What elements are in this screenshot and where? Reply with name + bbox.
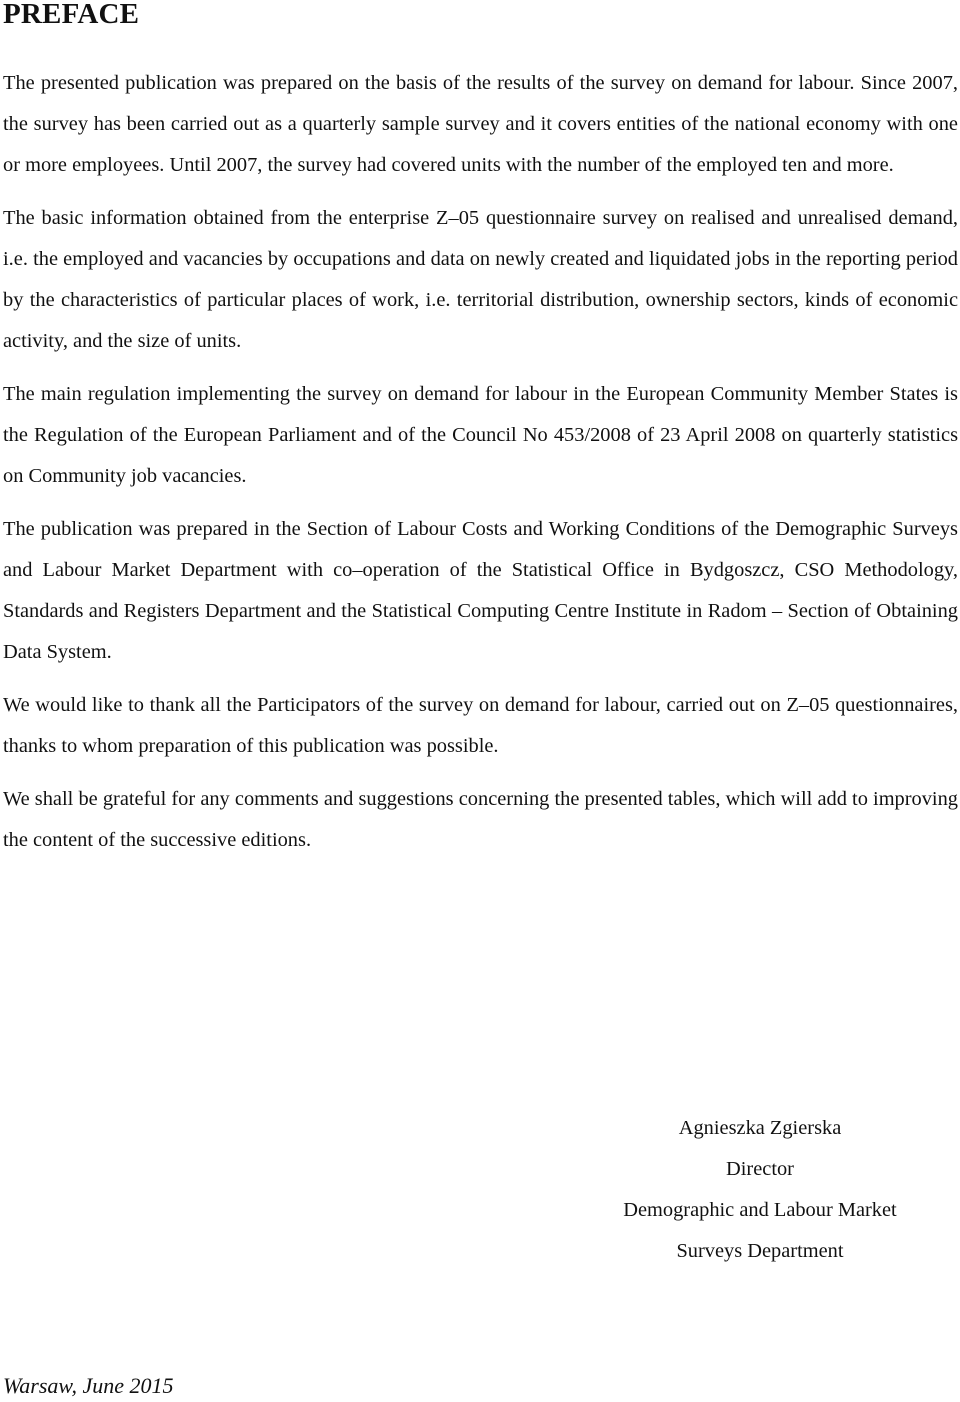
signature-block [560, 1108, 960, 1272]
signatory-role: Director [726, 1158, 794, 1180]
preface-body [3, 63, 958, 873]
paragraph-survey-intro: The presented publication was prepared on the basis of the results of the survey on demand for labour. Since 2007, the survey has been carried out as a quarterly sample survey and it covers entities of the national economy with one or more employees. Until 2007, the survey had covered units with the number of the employed ten and more. [3, 72, 958, 176]
signatory-department-line-1: Demographic and Labour Market [623, 1199, 897, 1221]
signatory-department-line-2: Surveys Department [676, 1240, 844, 1262]
signatory-name: Agnieszka Zgierska [678, 1117, 842, 1139]
page-title: PREFACE [3, 0, 140, 30]
paragraph-basic-information: The basic information obtained from the enterprise Z–05 questionnaire survey on realised and unrealised demand, i.e. the employed and vacancies by occupations and data on newly created and liquidated jobs in the reporting period by the characteristics of particular places of work, i.e. territorial distribution, ownership sectors, kinds of economic activity, and the size of units. [3, 207, 958, 352]
paragraph-preparation: The publication was prepared in the Section of Labour Costs and Working Conditions of the Demographic Surveys and Labour Market Department with co–operation of the Statistical Office in Bydgoszcz, CSO Methodology, Standards and Registers Department and the Statistical Computing Centre Institute in Radom – Section of Obtaining Data System. [3, 518, 958, 663]
paragraph-thanks: We would like to thank all the Participators of the survey on demand for labour, carried out on Z–05 questionnaires, thanks to whom preparation of this publication was possible. [3, 694, 958, 757]
paragraph-regulation: The main regulation implementing the survey on demand for labour in the European Community Member States is the Regulation of the European Parliament and of the Council No 453/2008 of 23 April 2008 on quarterly statistics on Community job vacancies. [3, 383, 958, 487]
paragraph-comments: We shall be grateful for any comments and suggestions concerning the presented tables, which will add to improving the content of the successive editions. [3, 788, 958, 851]
place-and-date: Warsaw, June 2015 [3, 1373, 174, 1398]
